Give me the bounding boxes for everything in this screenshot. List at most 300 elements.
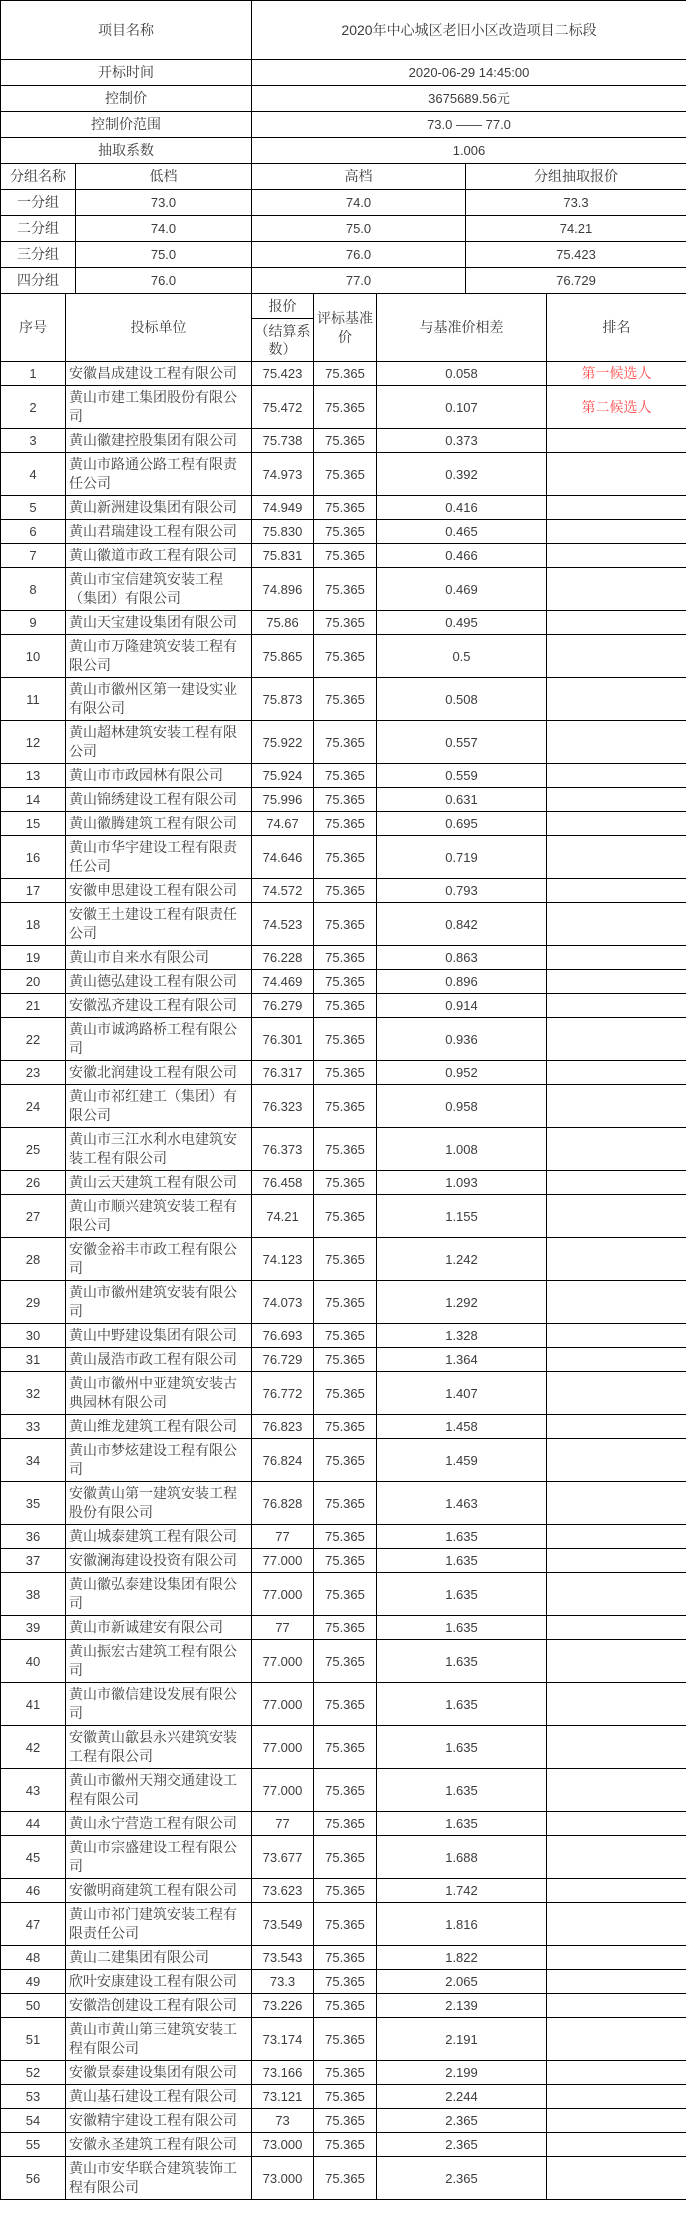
bidder-name: 黄山德弘建设工程有限公司 <box>66 970 252 994</box>
group-extracted-value: 75.423 <box>466 242 686 268</box>
base-price: 75.365 <box>314 520 377 544</box>
bidder-name: 黄山市徽州建筑安装有限公司 <box>66 1281 252 1324</box>
header-rank: 排名 <box>547 294 686 362</box>
project-name-label: 项目名称 <box>1 1 252 60</box>
diff-from-base: 0.914 <box>377 994 547 1018</box>
rank-label <box>547 788 686 812</box>
bid-row-no: 39 <box>1 1616 66 1640</box>
table-row <box>1 544 686 568</box>
bid-open-time-label: 开标时间 <box>1 60 252 86</box>
base-price: 75.365 <box>314 1238 377 1281</box>
bid-row-no: 31 <box>1 1348 66 1372</box>
rank-label <box>547 1238 686 1281</box>
bidder-name: 黄山晟浩市政工程有限公司 <box>66 1348 252 1372</box>
bid-row-no: 25 <box>1 1128 66 1171</box>
diff-from-base: 1.155 <box>377 1195 547 1238</box>
group-name: 三分组 <box>1 242 76 268</box>
table-row <box>1 1525 686 1549</box>
base-price: 75.365 <box>314 1171 377 1195</box>
table-row <box>1 1171 686 1195</box>
diff-from-base: 0.508 <box>377 678 547 721</box>
table-row <box>1 1415 686 1439</box>
diff-from-base: 1.688 <box>377 1836 547 1879</box>
diff-from-base: 0.793 <box>377 879 547 903</box>
diff-from-base: 1.364 <box>377 1348 547 1372</box>
bidder-name: 黄山市徽州区第一建设实业有限公司 <box>66 678 252 721</box>
table-row <box>1 1879 686 1903</box>
table-row <box>1 721 686 764</box>
bid-quote: 76.323 <box>252 1085 314 1128</box>
rank-label <box>547 1324 686 1348</box>
bid-row-no: 13 <box>1 764 66 788</box>
group-low-value: 74.0 <box>76 216 252 242</box>
diff-from-base: 2.065 <box>377 1970 547 1994</box>
diff-from-base: 2.139 <box>377 1994 547 2018</box>
header-no: 序号 <box>1 294 66 362</box>
base-price: 75.365 <box>314 678 377 721</box>
bid-quote: 76.458 <box>252 1171 314 1195</box>
bid-quote: 77.000 <box>252 1573 314 1616</box>
bidder-name: 黄山市新诚建安有限公司 <box>66 1616 252 1640</box>
base-price: 75.365 <box>314 1128 377 1171</box>
bid-row-no: 46 <box>1 1879 66 1903</box>
base-price: 75.365 <box>314 1195 377 1238</box>
group-high-value: 74.0 <box>252 190 466 216</box>
diff-from-base: 1.635 <box>377 1525 547 1549</box>
rank-label <box>547 453 686 496</box>
base-price: 75.365 <box>314 836 377 879</box>
bid-row-no: 30 <box>1 1324 66 1348</box>
bidder-name: 安徽澜海建设投资有限公司 <box>66 1549 252 1573</box>
base-price: 75.365 <box>314 1061 377 1085</box>
bid-row-no: 7 <box>1 544 66 568</box>
header-base-price: 评标基准价 <box>314 294 377 362</box>
diff-from-base: 0.719 <box>377 836 547 879</box>
bid-row-no: 15 <box>1 812 66 836</box>
table-row <box>1 496 686 520</box>
table-row <box>1 1128 686 1171</box>
bid-row-no: 48 <box>1 1946 66 1970</box>
bidder-name: 安徽王土建设工程有限责任公司 <box>66 903 252 946</box>
bid-quote: 76.823 <box>252 1415 314 1439</box>
bidder-name: 黄山市徽州天翔交通建设工程有限公司 <box>66 1769 252 1812</box>
diff-from-base: 1.742 <box>377 1879 547 1903</box>
bid-row-no: 34 <box>1 1439 66 1482</box>
bid-quote: 73.623 <box>252 1879 314 1903</box>
bid-row-no: 1 <box>1 362 66 386</box>
bid-quote: 76.693 <box>252 1324 314 1348</box>
rank-label <box>547 1525 686 1549</box>
base-price: 75.365 <box>314 362 377 386</box>
bid-row-no: 8 <box>1 568 66 611</box>
table-row <box>1 836 686 879</box>
bid-row-no: 9 <box>1 611 66 635</box>
rank-label <box>547 1549 686 1573</box>
diff-from-base: 2.244 <box>377 2085 547 2109</box>
rank-label <box>547 611 686 635</box>
bid-row-no: 10 <box>1 635 66 678</box>
bidder-name: 安徽申思建设工程有限公司 <box>66 879 252 903</box>
bidder-name: 黄山市徽信建设发展有限公司 <box>66 1683 252 1726</box>
bid-row-no: 5 <box>1 496 66 520</box>
bid-row-no: 21 <box>1 994 66 1018</box>
rank-label <box>547 1195 686 1238</box>
diff-from-base: 0.373 <box>377 429 547 453</box>
table-row <box>1 1195 686 1238</box>
base-price: 75.365 <box>314 1683 377 1726</box>
rank-label: 第一候选人 <box>547 362 686 386</box>
diff-from-base: 2.365 <box>377 2109 547 2133</box>
bid-quote: 74.949 <box>252 496 314 520</box>
table-row <box>1 362 686 386</box>
diff-from-base: 1.463 <box>377 1482 547 1525</box>
base-price: 75.365 <box>314 635 377 678</box>
bid-row-no: 52 <box>1 2061 66 2085</box>
group-table-header <box>1 164 686 190</box>
base-price: 75.365 <box>314 1812 377 1836</box>
diff-from-base: 0.559 <box>377 764 547 788</box>
group-extraction-table <box>0 163 686 294</box>
table-row <box>1 812 686 836</box>
table-row <box>1 1281 686 1324</box>
group-row-2 <box>1 216 686 242</box>
rank-label <box>547 544 686 568</box>
table-row <box>1 788 686 812</box>
rank-label <box>547 2133 686 2157</box>
bid-row-no: 50 <box>1 1994 66 2018</box>
bid-row-no: 19 <box>1 946 66 970</box>
control-price-range-row <box>1 112 686 138</box>
diff-from-base: 0.416 <box>377 496 547 520</box>
rank-label <box>547 2157 686 2200</box>
control-price-row <box>1 86 686 112</box>
bid-quote: 73.543 <box>252 1946 314 1970</box>
base-price: 75.365 <box>314 544 377 568</box>
project-name-value: 2020年中心城区老旧小区改造项目二标段 <box>252 1 686 60</box>
rank-label <box>547 1128 686 1171</box>
bidder-name: 黄山市祁红建工（集团）有限公司 <box>66 1085 252 1128</box>
bid-row-no: 41 <box>1 1683 66 1726</box>
rank-label <box>547 946 686 970</box>
base-price: 75.365 <box>314 788 377 812</box>
base-price: 75.365 <box>314 970 377 994</box>
bid-row-no: 42 <box>1 1726 66 1769</box>
diff-from-base: 2.199 <box>377 2061 547 2085</box>
bid-open-time-row <box>1 60 686 86</box>
diff-from-base: 0.842 <box>377 903 547 946</box>
diff-from-base: 1.328 <box>377 1324 547 1348</box>
bid-quote: 75.830 <box>252 520 314 544</box>
bidder-name: 黄山云天建筑工程有限公司 <box>66 1171 252 1195</box>
project-info-table <box>0 0 686 164</box>
bid-row-no: 3 <box>1 429 66 453</box>
base-price: 75.365 <box>314 1549 377 1573</box>
bidder-name: 黄山基石建设工程有限公司 <box>66 2085 252 2109</box>
rank-label <box>547 1281 686 1324</box>
diff-from-base: 0.5 <box>377 635 547 678</box>
diff-from-base: 1.635 <box>377 1812 547 1836</box>
bid-quote: 75.423 <box>252 362 314 386</box>
base-price: 75.365 <box>314 2133 377 2157</box>
diff-from-base: 0.958 <box>377 1085 547 1128</box>
rank-label <box>547 1970 686 1994</box>
bid-row-no: 51 <box>1 2018 66 2061</box>
rank-label <box>547 1616 686 1640</box>
bid-row-no: 23 <box>1 1061 66 1085</box>
rank-label <box>547 812 686 836</box>
bid-quote: 75.873 <box>252 678 314 721</box>
table-row <box>1 1348 686 1372</box>
bid-quote: 74.073 <box>252 1281 314 1324</box>
group-name: 四分组 <box>1 268 76 294</box>
extraction-coefficient-label: 抽取系数 <box>1 138 252 164</box>
group-high-value: 76.0 <box>252 242 466 268</box>
rank-label <box>547 970 686 994</box>
table-row <box>1 2157 686 2200</box>
bidder-name: 安徽金裕丰市政工程有限公司 <box>66 1238 252 1281</box>
rank-label <box>547 1439 686 1482</box>
rank-label <box>547 721 686 764</box>
table-row <box>1 1482 686 1525</box>
header-high: 高档 <box>252 164 466 190</box>
group-row-3 <box>1 242 686 268</box>
bid-quote: 75.738 <box>252 429 314 453</box>
control-price-value: 3675689.56元 <box>252 86 686 112</box>
diff-from-base: 1.816 <box>377 1903 547 1946</box>
bid-quote: 75.922 <box>252 721 314 764</box>
bid-row-no: 20 <box>1 970 66 994</box>
bid-quote: 76.373 <box>252 1128 314 1171</box>
control-price-range-value: 73.0 —— 77.0 <box>252 112 686 138</box>
base-price: 75.365 <box>314 568 377 611</box>
table-row <box>1 1903 686 1946</box>
table-row <box>1 429 686 453</box>
bid-row-no: 16 <box>1 836 66 879</box>
bid-row-no: 6 <box>1 520 66 544</box>
header-diff: 与基准价相差 <box>377 294 547 362</box>
table-row <box>1 1683 686 1726</box>
header-bidder: 投标单位 <box>66 294 252 362</box>
rank-label <box>547 635 686 678</box>
table-row <box>1 1439 686 1482</box>
table-row <box>1 1324 686 1348</box>
table-row <box>1 1812 686 1836</box>
bid-quote: 73.3 <box>252 1970 314 1994</box>
bid-quote: 74.523 <box>252 903 314 946</box>
bid-row-no: 36 <box>1 1525 66 1549</box>
rank-label <box>547 678 686 721</box>
rank-label <box>547 1946 686 1970</box>
bid-quote: 73.000 <box>252 2133 314 2157</box>
bid-row-no: 28 <box>1 1238 66 1281</box>
table-row <box>1 2109 686 2133</box>
bid-quote: 75.865 <box>252 635 314 678</box>
rank-label <box>547 1348 686 1372</box>
bidder-name: 黄山维龙建筑工程有限公司 <box>66 1415 252 1439</box>
control-price-range-label: 控制价范围 <box>1 112 252 138</box>
base-price: 75.365 <box>314 1726 377 1769</box>
base-price: 75.365 <box>314 453 377 496</box>
bid-row-no: 22 <box>1 1018 66 1061</box>
bid-row-no: 38 <box>1 1573 66 1616</box>
diff-from-base: 0.392 <box>377 453 547 496</box>
header-quote <box>252 294 314 362</box>
bidder-name: 黄山君瑞建设工程有限公司 <box>66 520 252 544</box>
bid-quote: 73.121 <box>252 2085 314 2109</box>
bid-row-no: 4 <box>1 453 66 496</box>
table-row <box>1 1836 686 1879</box>
bid-quote: 74.973 <box>252 453 314 496</box>
table-row <box>1 1238 686 1281</box>
bidder-name: 黄山二建集团有限公司 <box>66 1946 252 1970</box>
base-price: 75.365 <box>314 1970 377 1994</box>
diff-from-base: 0.466 <box>377 544 547 568</box>
rank-label <box>547 520 686 544</box>
bidder-name: 黄山市建工集团股份有限公司 <box>66 386 252 429</box>
base-price: 75.365 <box>314 1415 377 1439</box>
bid-row-no: 29 <box>1 1281 66 1324</box>
bid-row-no: 11 <box>1 678 66 721</box>
rank-label <box>547 2018 686 2061</box>
bid-table-body <box>1 362 686 2200</box>
header-low: 低档 <box>76 164 252 190</box>
bid-quote: 73.226 <box>252 1994 314 2018</box>
table-row <box>1 386 686 429</box>
bid-quote: 73.000 <box>252 2157 314 2200</box>
rank-label <box>547 496 686 520</box>
bid-row-no: 18 <box>1 903 66 946</box>
rank-label <box>547 1879 686 1903</box>
table-row <box>1 568 686 611</box>
group-row-4 <box>1 268 686 294</box>
bid-quote: 75.996 <box>252 788 314 812</box>
bidder-name: 黄山市三江水利水电建筑安装工程有限公司 <box>66 1128 252 1171</box>
diff-from-base: 1.635 <box>377 1573 547 1616</box>
bid-quote: 76.772 <box>252 1372 314 1415</box>
bid-row-no: 33 <box>1 1415 66 1439</box>
bidder-name: 黄山超林建筑安装工程有限公司 <box>66 721 252 764</box>
bid-row-no: 24 <box>1 1085 66 1128</box>
base-price: 75.365 <box>314 764 377 788</box>
diff-from-base: 1.635 <box>377 1616 547 1640</box>
bidder-name: 安徽明商建筑工程有限公司 <box>66 1879 252 1903</box>
bid-row-no: 55 <box>1 2133 66 2157</box>
base-price: 75.365 <box>314 1372 377 1415</box>
bid-quote: 77 <box>252 1616 314 1640</box>
bidder-name: 安徽黄山歙县永兴建筑安装工程有限公司 <box>66 1726 252 1769</box>
group-high-value: 77.0 <box>252 268 466 294</box>
bid-quote: 77.000 <box>252 1726 314 1769</box>
rank-label: 第二候选人 <box>547 386 686 429</box>
bid-quote: 74.67 <box>252 812 314 836</box>
group-name: 二分组 <box>1 216 76 242</box>
diff-from-base: 0.495 <box>377 611 547 635</box>
bidder-name: 黄山市黄山第三建筑安装工程有限公司 <box>66 2018 252 2061</box>
diff-from-base: 1.008 <box>377 1128 547 1171</box>
bid-row-no: 56 <box>1 2157 66 2200</box>
base-price: 75.365 <box>314 1903 377 1946</box>
bid-quote: 76.317 <box>252 1061 314 1085</box>
rank-label <box>547 764 686 788</box>
table-row <box>1 764 686 788</box>
bid-quote: 77.000 <box>252 1549 314 1573</box>
bidder-name: 黄山市宝信建筑安装工程（集团）有限公司 <box>66 568 252 611</box>
group-low-value: 73.0 <box>76 190 252 216</box>
bid-row-no: 40 <box>1 1640 66 1683</box>
table-row <box>1 1726 686 1769</box>
table-row <box>1 453 686 496</box>
group-extracted-value: 74.21 <box>466 216 686 242</box>
bid-quote: 75.472 <box>252 386 314 429</box>
base-price: 75.365 <box>314 1836 377 1879</box>
bid-row-no: 54 <box>1 2109 66 2133</box>
diff-from-base: 2.191 <box>377 2018 547 2061</box>
table-row <box>1 1018 686 1061</box>
bid-quote: 73 <box>252 2109 314 2133</box>
table-row <box>1 2018 686 2061</box>
bid-row-no: 44 <box>1 1812 66 1836</box>
group-extracted-value: 76.729 <box>466 268 686 294</box>
bidder-name: 黄山新洲建设集团有限公司 <box>66 496 252 520</box>
base-price: 75.365 <box>314 2018 377 2061</box>
header-group-name: 分组名称 <box>1 164 76 190</box>
extraction-coefficient-row <box>1 138 686 164</box>
bid-row-no: 45 <box>1 1836 66 1879</box>
bid-quote: 73.166 <box>252 2061 314 2085</box>
bid-quote: 74.572 <box>252 879 314 903</box>
base-price: 75.365 <box>314 2109 377 2133</box>
rank-label <box>547 1812 686 1836</box>
rank-label <box>547 1415 686 1439</box>
bid-row-no: 17 <box>1 879 66 903</box>
rank-label <box>547 1769 686 1812</box>
bid-quote: 77 <box>252 1525 314 1549</box>
rank-label <box>547 1372 686 1415</box>
bid-row-no: 12 <box>1 721 66 764</box>
bidder-name: 黄山市顺兴建筑安装工程有限公司 <box>66 1195 252 1238</box>
diff-from-base: 0.469 <box>377 568 547 611</box>
table-row <box>1 678 686 721</box>
table-row <box>1 1769 686 1812</box>
bid-table-header <box>1 294 686 362</box>
group-extracted-value: 73.3 <box>466 190 686 216</box>
diff-from-base: 1.635 <box>377 1640 547 1683</box>
bidder-name: 安徽景泰建设集团有限公司 <box>66 2061 252 2085</box>
table-row <box>1 994 686 1018</box>
bid-quote: 74.469 <box>252 970 314 994</box>
bidder-name: 黄山市诚鸿路桥工程有限公司 <box>66 1018 252 1061</box>
bid-quote: 77.000 <box>252 1640 314 1683</box>
table-row <box>1 611 686 635</box>
bid-quote: 76.828 <box>252 1482 314 1525</box>
bid-quote: 74.896 <box>252 568 314 611</box>
diff-from-base: 2.365 <box>377 2157 547 2200</box>
bidder-name: 黄山徽腾建筑工程有限公司 <box>66 812 252 836</box>
base-price: 75.365 <box>314 1879 377 1903</box>
rank-label <box>547 1903 686 1946</box>
table-row <box>1 1085 686 1128</box>
bid-quote: 73.174 <box>252 2018 314 2061</box>
bidder-name: 黄山徽建控股集团有限公司 <box>66 429 252 453</box>
base-price: 75.365 <box>314 1640 377 1683</box>
bid-row-no: 43 <box>1 1769 66 1812</box>
base-price: 75.365 <box>314 611 377 635</box>
table-row <box>1 520 686 544</box>
bidder-name: 黄山市祁门建筑安装工程有限责任公司 <box>66 1903 252 1946</box>
bid-quote: 75.86 <box>252 611 314 635</box>
bid-row-no: 27 <box>1 1195 66 1238</box>
rank-label <box>547 2109 686 2133</box>
